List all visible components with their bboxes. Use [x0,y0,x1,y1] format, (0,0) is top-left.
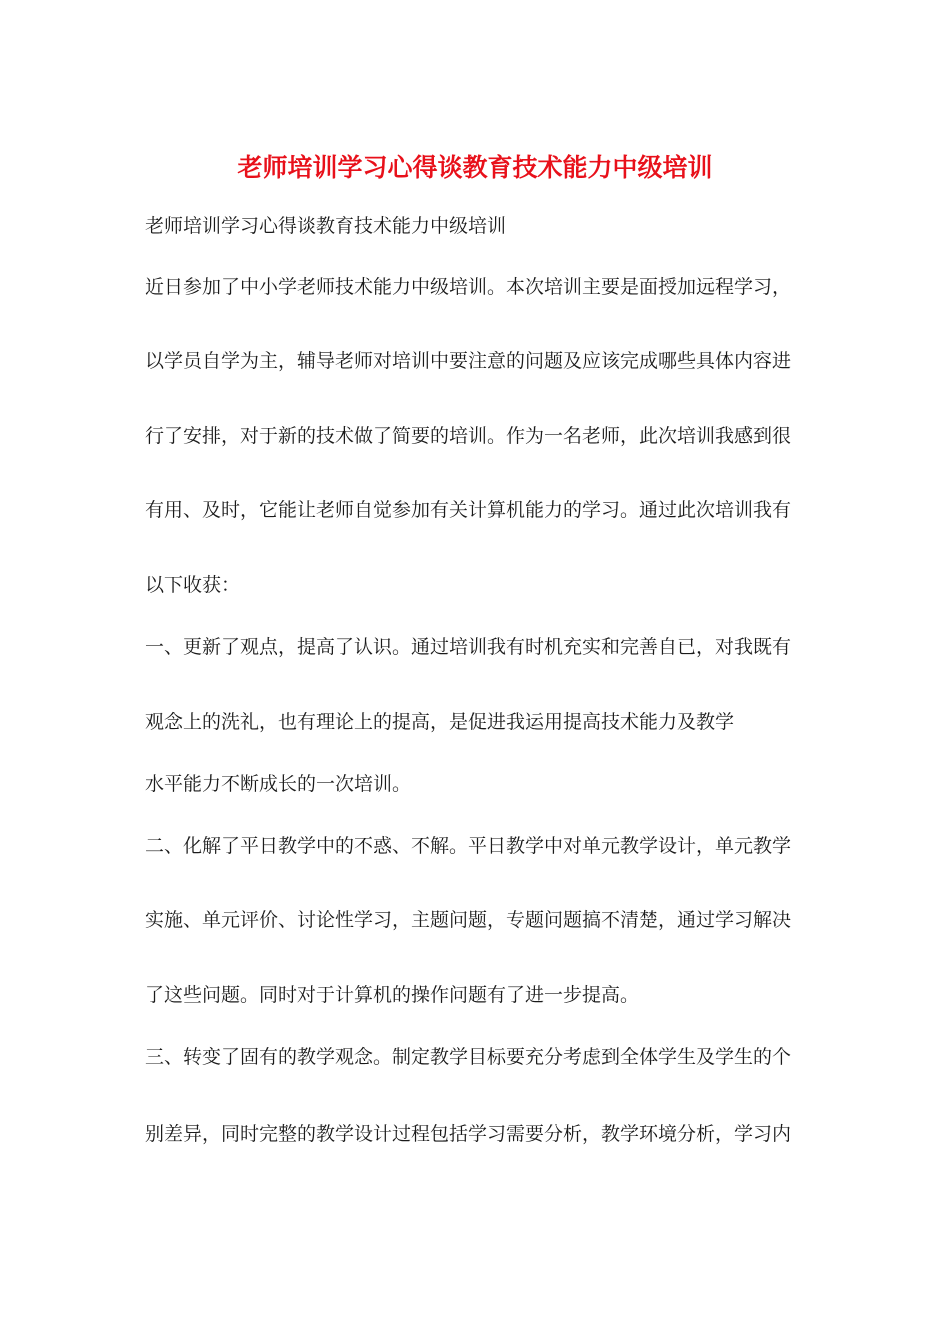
text-line: 了这些问题。同时对于计算机的操作问题有了进一步提高。 [145,984,640,1006]
text-line: 以下收获： [145,574,241,596]
text-line: 三、转变了固有的教学观念。制定教学目标要充分考虑到全体学生及学生的个 [145,1046,792,1068]
text-line: 有用、及时，它能让老师自觉参加有关计算机能力的学习。通过此次培训我有 [145,499,792,521]
text-line: 以学员自学为主，辅导老师对培训中要注意的问题及应该完成哪些具体内容进 [145,350,792,372]
text-line: 近日参加了中小学老师技术能力中级培训。本次培训主要是面授加远程学习， [145,276,792,298]
text-line: 别差异，同时完整的教学设计过程包括学习需要分析，教学环境分析，学习内 [145,1123,792,1145]
document-title: 老师培训学习心得谈教育技术能力中级培训 [237,153,713,182]
text-line: 行了安排，对于新的技术做了简要的培训。作为一名老师，此次培训我感到很 [145,425,792,447]
text-line-subtitle: 老师培训学习心得谈教育技术能力中级培训 [145,215,507,237]
text-line: 水平能力不断成长的一次培训。 [145,773,412,795]
text-line: 观念上的洗礼，也有理论上的提高，是促进我运用提高技术能力及教学 [145,711,735,733]
text-line: 一、更新了观点，提高了认识。通过培训我有时机充实和完善自已，对我既有 [145,636,792,658]
text-line: 实施、单元评价、讨论性学习，主题问题，专题问题搞不清楚，通过学习解决 [145,909,792,931]
text-line: 二、化解了平日教学中的不惑、不解。平日教学中对单元教学设计，单元教学 [145,835,792,857]
